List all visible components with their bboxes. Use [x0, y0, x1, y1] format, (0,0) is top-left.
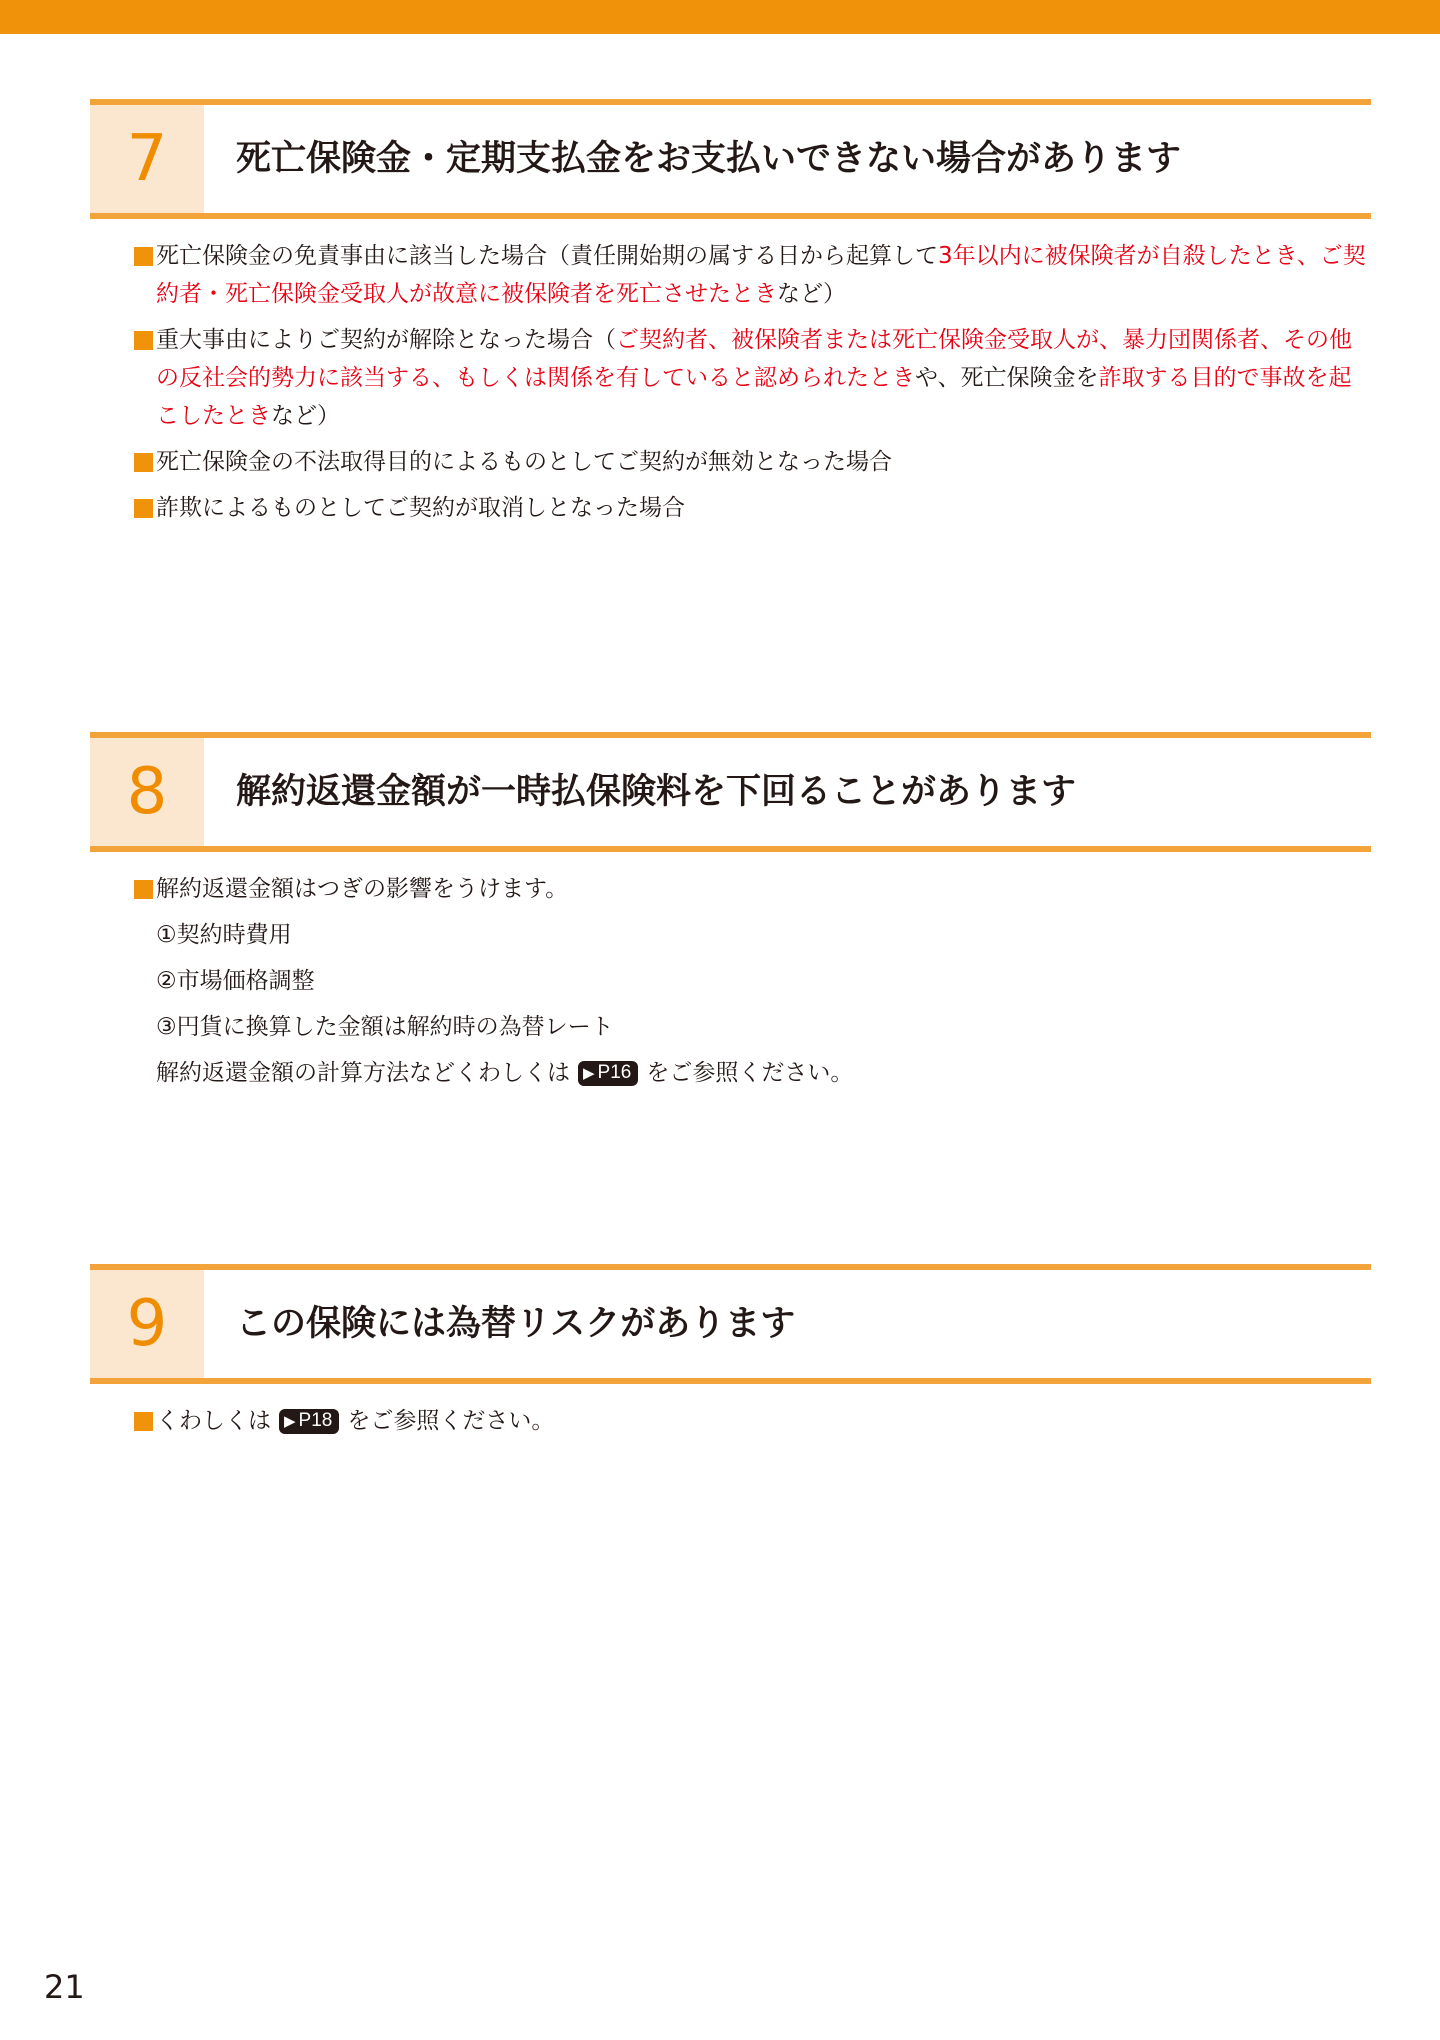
- item-text: 死亡保険金の免責事由に該当した場合（責任開始期の属する日から起算して: [156, 243, 938, 269]
- section-7: [90, 99, 1371, 535]
- list-item: [90, 870, 1371, 908]
- square-bullet-icon: [134, 880, 153, 899]
- item-text: 解約返還金額はつぎの影響をうけます。: [156, 876, 569, 902]
- square-bullet-icon: [134, 331, 153, 350]
- square-bullet-icon: [134, 453, 153, 472]
- page-number: 21: [44, 1968, 85, 2006]
- section-title: 死亡保険金・定期支払金をお支払いできない場合があります: [236, 139, 1182, 179]
- section-header: [90, 99, 1371, 219]
- section-8: [90, 732, 1371, 1100]
- condition-list: [90, 237, 1371, 527]
- item-text: など）: [271, 403, 340, 429]
- reference-text: くわしくは: [156, 1408, 271, 1434]
- section-number: 7: [90, 105, 204, 213]
- page-link-label: P18: [298, 1410, 333, 1431]
- page-reference: [90, 1054, 1371, 1092]
- section-9: [90, 1264, 1371, 1448]
- page-link-label: P16: [597, 1062, 632, 1083]
- reference-text: をご参照ください。: [646, 1060, 854, 1086]
- top-accent-bar: [0, 0, 1440, 34]
- section-number: 8: [90, 738, 204, 846]
- sub-item: ②市場価格調整: [156, 968, 315, 994]
- item-text-emphasis: 詐取する目的で事故を起こしたとき: [156, 365, 1352, 429]
- page-link-p18[interactable]: [279, 1409, 339, 1434]
- section-header: [90, 732, 1371, 852]
- play-triangle-icon: ▶: [583, 1065, 595, 1082]
- page-link-p16[interactable]: [578, 1061, 638, 1086]
- sub-item: ①契約時費用: [156, 922, 292, 948]
- reference-text: 解約返還金額の計算方法などくわしくは: [156, 1060, 570, 1086]
- list-item: [90, 237, 1371, 313]
- square-bullet-icon: [134, 1412, 153, 1431]
- play-triangle-icon: ▶: [284, 1413, 296, 1430]
- square-bullet-icon: [134, 499, 153, 518]
- square-bullet-icon: [134, 247, 153, 266]
- reference-text: をご参照ください。: [347, 1408, 555, 1434]
- section-header: [90, 1264, 1371, 1384]
- list-item: [90, 489, 1371, 527]
- item-text: 重大事由によりご契約が解除となった場合（: [156, 327, 616, 353]
- list-item: [90, 443, 1371, 481]
- section-title: 解約返還金額が一時払保険料を下回ることがあります: [236, 772, 1077, 812]
- reference-list: [90, 1402, 1371, 1440]
- item-text: 詐欺によるものとしてご契約が取消しとなった場合: [156, 495, 685, 521]
- section-title: この保険には為替リスクがあります: [236, 1304, 796, 1344]
- item-text-emphasis: ご契約者、被保険者または死亡保険金受取人が、暴力団関係者、その他の反社会的勢力に該当する、もしくは関係を有していると認められたとき: [156, 327, 1352, 391]
- item-text: 死亡保険金の不法取得目的によるものとしてご契約が無効となった場合: [156, 449, 892, 475]
- item-text: など）: [777, 281, 846, 307]
- section-number: 9: [90, 1270, 204, 1378]
- item-text: や、死亡保険金を: [915, 365, 1099, 391]
- item-text-emphasis: 3年以内に被保険者が自殺したとき、ご契約者・死亡保険金受取人が故意に被保険者を死亡させたとき: [156, 243, 1366, 307]
- list-item: [90, 1402, 1371, 1440]
- list-item: [90, 321, 1371, 435]
- sub-item: ③円貨に換算した金額は解約時の為替レート: [156, 1014, 614, 1040]
- impact-list: [90, 870, 1371, 908]
